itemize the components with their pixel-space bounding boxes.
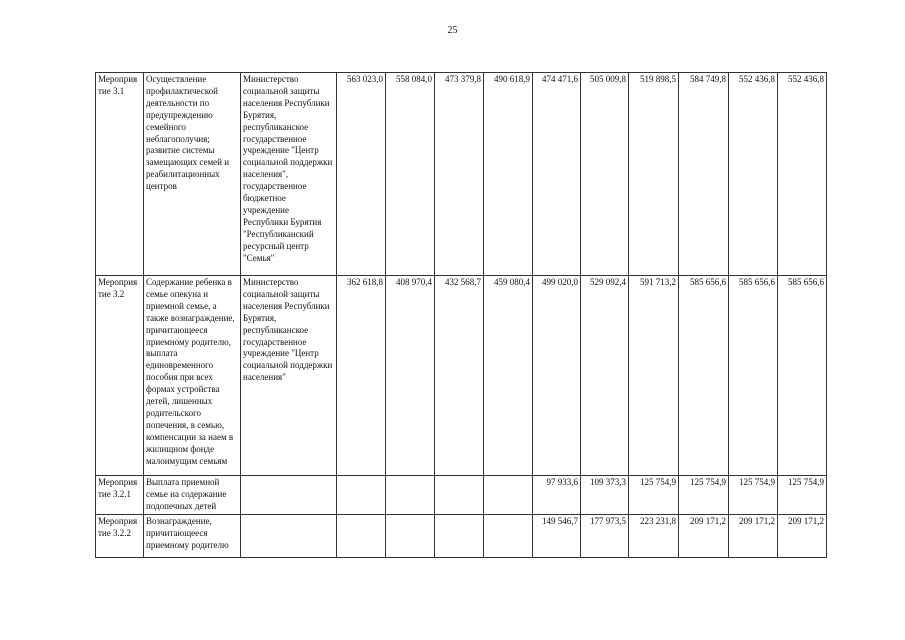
value-cell: 473 379,8 [435, 73, 484, 276]
value-cell: 499 020,0 [533, 276, 581, 476]
value-cell: 552 436,8 [778, 73, 827, 276]
value-cell: 125 754,9 [778, 476, 827, 515]
value-cell: 223 231,8 [629, 514, 679, 557]
value-cell: 529 092,4 [581, 276, 629, 476]
value-cell: 585 656,6 [679, 276, 729, 476]
event-code-cell: Мероприятие 3.1 [96, 73, 144, 276]
page-number: 25 [447, 25, 458, 36]
table-row [96, 514, 827, 557]
value-cell: 125 754,9 [629, 476, 679, 515]
value-cell: 505 009,8 [581, 73, 629, 276]
value-cell [337, 514, 386, 557]
value-cell: 432 568,7 [435, 276, 484, 476]
value-cell: 490 618,9 [484, 73, 533, 276]
table-row [96, 276, 827, 476]
value-cell: 519 898,5 [629, 73, 679, 276]
event-code-cell: Мероприятие 3.2.2 [96, 514, 144, 557]
value-cell: 585 656,6 [778, 276, 827, 476]
value-cell [484, 476, 533, 515]
value-cell [337, 476, 386, 515]
executor-cell: Министерство социальной защиты населения Республики Бурятия, республиканское государственное учреждение "Центр социальной поддержки населения" [241, 276, 337, 476]
value-cell: 563 023,0 [337, 73, 386, 276]
executor-cell: Министерство социальной защиты населения Республики Бурятия, республиканское государственное учреждение "Центр социальной поддержки населения", государственное бюджетное учреждение Республики Бурятия "Республиканский ресурсный центр "Семья" [241, 73, 337, 276]
value-cell [386, 476, 435, 515]
event-code-cell: Мероприятие 3.2 [96, 276, 144, 476]
value-cell: 552 436,8 [729, 73, 778, 276]
table-row [96, 476, 827, 515]
value-cell: 149 546,7 [533, 514, 581, 557]
value-cell: 209 171,2 [679, 514, 729, 557]
value-cell: 591 713,2 [629, 276, 679, 476]
executor-cell [241, 514, 337, 557]
value-cell [435, 476, 484, 515]
value-cell: 209 171,2 [778, 514, 827, 557]
event-code-cell: Мероприятие 3.2.1 [96, 476, 144, 515]
event-name-cell: Содержание ребенка в семье опекуна и приемной семье, а также вознаграждение, причитающееся приемному родителю, выплата единовременного пособия при всех формах устройства детей, лишенных родительского попечения, в семью, компенсации за наем в жилищном фонде малоимущим семьям [144, 276, 241, 476]
value-cell: 177 973,5 [581, 514, 629, 557]
value-cell: 109 373,3 [581, 476, 629, 515]
value-cell: 585 656,6 [729, 276, 778, 476]
executor-cell [241, 476, 337, 515]
table-row [96, 73, 827, 276]
budget-table [95, 72, 827, 558]
value-cell: 459 080,4 [484, 276, 533, 476]
value-cell: 408 970,4 [386, 276, 435, 476]
value-cell: 558 084,0 [386, 73, 435, 276]
value-cell: 474 471,6 [533, 73, 581, 276]
value-cell: 97 933,6 [533, 476, 581, 515]
value-cell [386, 514, 435, 557]
value-cell: 362 618,8 [337, 276, 386, 476]
value-cell: 584 749,8 [679, 73, 729, 276]
event-name-cell: Выплата приемной семье на содержание подопечных детей [144, 476, 241, 515]
value-cell [484, 514, 533, 557]
value-cell [435, 514, 484, 557]
table-body [96, 73, 827, 558]
value-cell: 125 754,9 [729, 476, 778, 515]
value-cell: 125 754,9 [679, 476, 729, 515]
value-cell: 209 171,2 [729, 514, 778, 557]
event-name-cell: Осуществление профилактической деятельности по предупреждению семейного неблагополучия; развитие системы замещающих семей и реабилитационных центров [144, 73, 241, 276]
event-name-cell: Вознаграждение, причитающееся приемному родителю [144, 514, 241, 557]
